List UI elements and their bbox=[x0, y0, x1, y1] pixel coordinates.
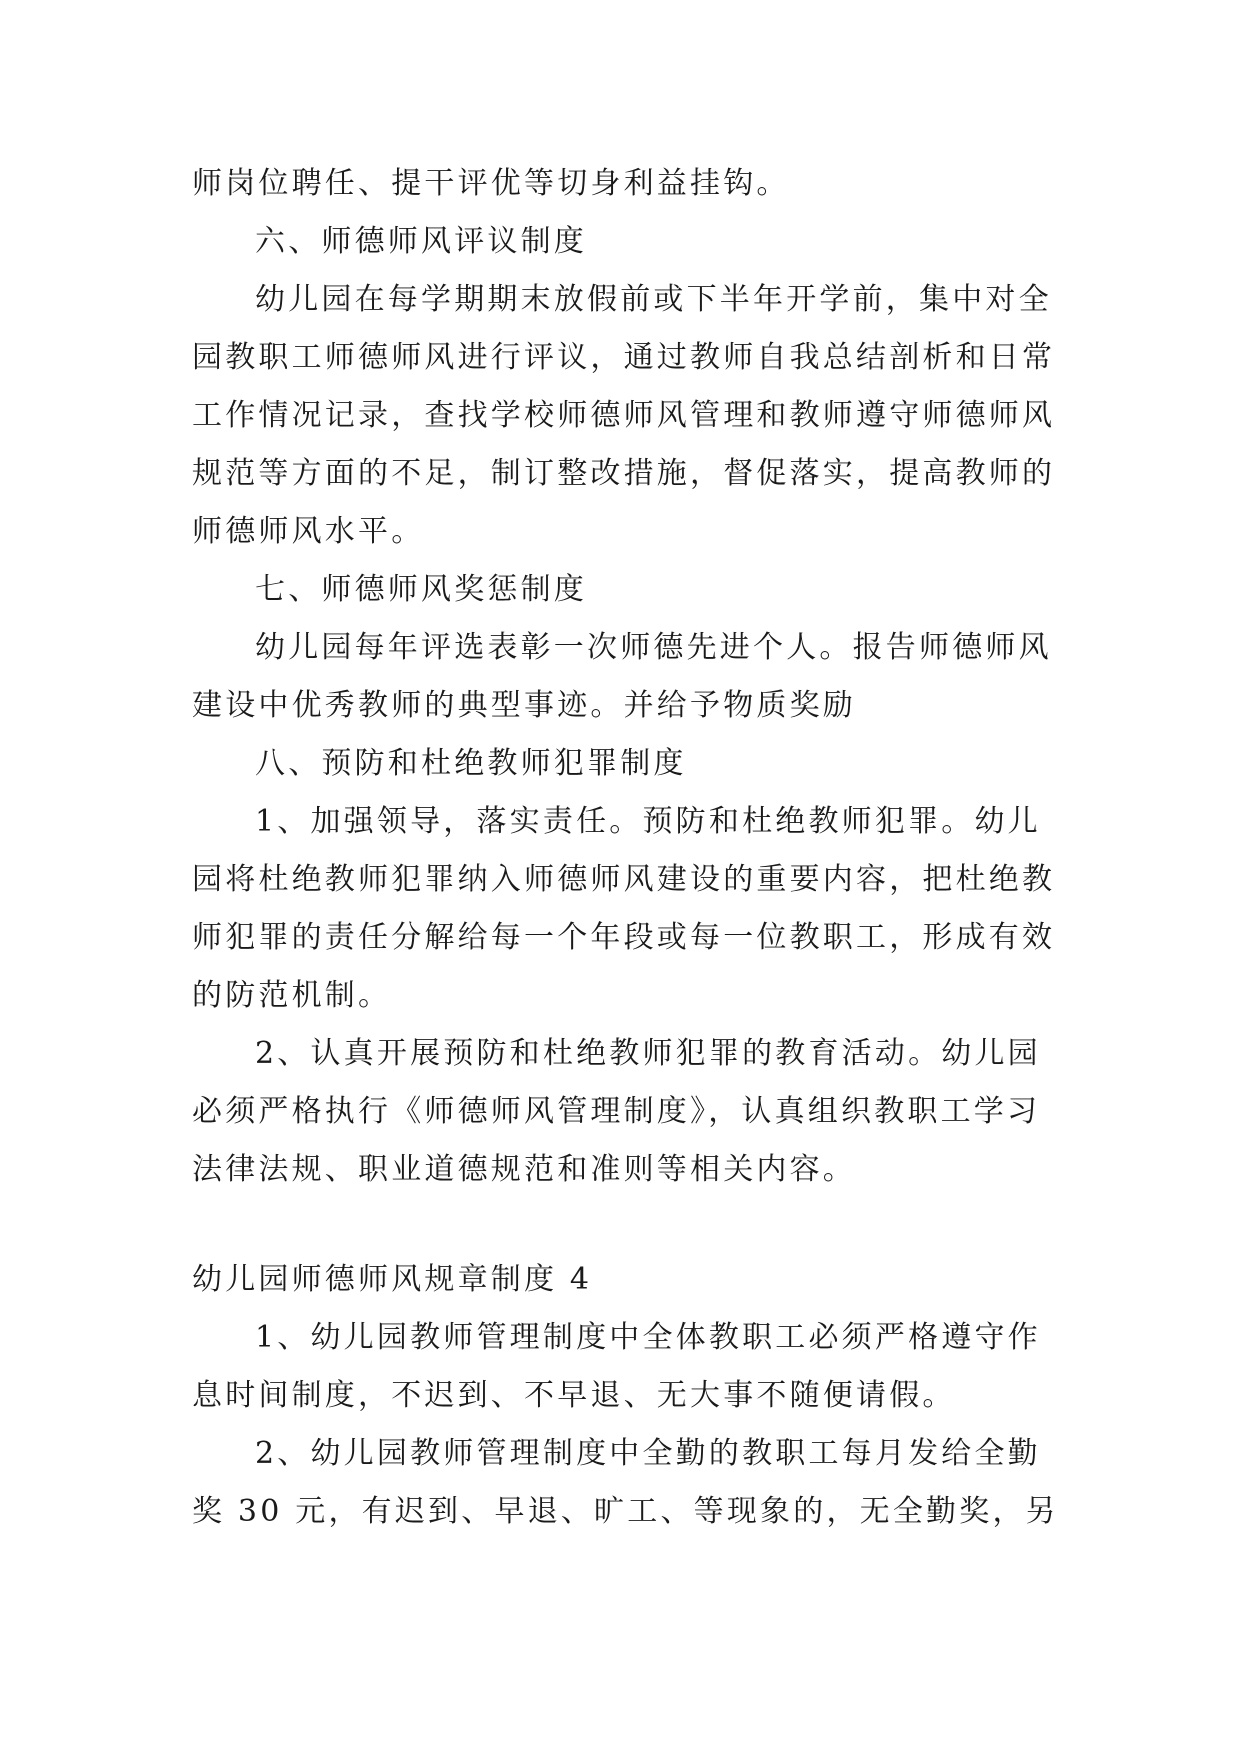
paragraph-line: 2、幼儿园教师管理制度中全勤的教职工每月发给全勤 bbox=[255, 1436, 1041, 1471]
paragraph-line: 息时间制度，不迟到、不早退、无大事不随便请假。 bbox=[192, 1378, 956, 1413]
paragraph-line: 法律法规、职业道德规范和准则等相关内容。 bbox=[192, 1152, 856, 1187]
paragraph-line: 建设中优秀教师的典型事迹。并给予物质奖励 bbox=[192, 688, 856, 723]
paragraph-line: 师德师风水平。 bbox=[192, 514, 425, 549]
section-heading-6: 六、师德师风评议制度 bbox=[255, 224, 587, 259]
paragraph-line: 幼儿园每年评选表彰一次师德先进个人。报告师德师风 bbox=[255, 630, 1052, 665]
paragraph-line: 2、认真开展预防和杜绝教师犯罪的教育活动。幼儿园 bbox=[255, 1036, 1041, 1071]
paragraph-line: 师犯罪的责任分解给每一个年段或每一位教职工，形成有效 bbox=[192, 920, 1056, 955]
document-title: 幼儿园师德师风规章制度 4 bbox=[192, 1262, 593, 1297]
document-body bbox=[192, 158, 1059, 1544]
paragraph-line: 园教职工师德师风进行评议，通过教师自我总结剖析和日常 bbox=[192, 340, 1056, 375]
section-heading-8: 八、预防和杜绝教师犯罪制度 bbox=[255, 746, 687, 781]
paragraph-line: 1、加强领导，落实责任。预防和杜绝教师犯罪。幼儿 bbox=[255, 804, 1041, 839]
paragraph-line: 规范等方面的不足，制订整改措施，督促落实，提高教师的 bbox=[192, 456, 1056, 491]
paragraph-line: 的防范机制。 bbox=[192, 978, 392, 1013]
paragraph-line: 师岗位聘任、提干评优等切身利益挂钩。 bbox=[192, 166, 790, 201]
paragraph-line: 必须严格执行《师德师风管理制度》，认真组织教职工学习 bbox=[192, 1094, 1041, 1129]
paragraph-line: 园将杜绝教师犯罪纳入师德师风建设的重要内容，把杜绝教 bbox=[192, 862, 1056, 897]
section-gap bbox=[192, 1202, 1052, 1254]
paragraph-line: 工作情况记录，查找学校师德师风管理和教师遵守师德师风 bbox=[192, 398, 1056, 433]
paragraph-line: 1、幼儿园教师管理制度中全体教职工必须严格遵守作 bbox=[255, 1320, 1041, 1355]
paragraph-line: 奖 30 元，有迟到、早退、旷工、等现象的，无全勤奖，另 bbox=[192, 1494, 1059, 1529]
section-heading-7: 七、师德师风奖惩制度 bbox=[255, 572, 587, 607]
paragraph-line: 幼儿园在每学期期末放假前或下半年开学前，集中对全 bbox=[255, 282, 1052, 317]
